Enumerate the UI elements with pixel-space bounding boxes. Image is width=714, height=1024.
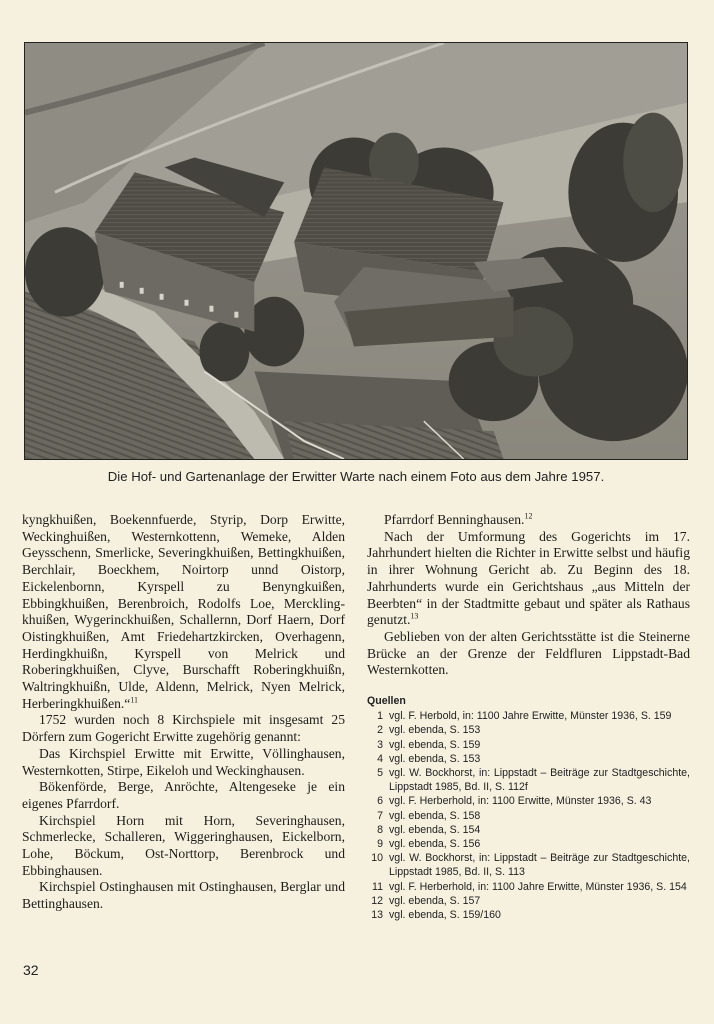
source-number: 10 bbox=[371, 852, 383, 865]
source-number: 6 bbox=[377, 795, 383, 808]
paragraph: 1752 wurden noch 8 Kirchspiele mit insgesamt 25 Dörfern zum Gogericht Erwitte zugehörig genannt: bbox=[22, 712, 345, 745]
source-entry bbox=[367, 880, 690, 894]
source-text: vgl. ebenda, S. 156 bbox=[389, 838, 481, 851]
source-text: vgl. ebenda, S. 159/160 bbox=[389, 909, 501, 922]
source-text: vgl. ebenda, S. 158 bbox=[389, 809, 481, 822]
source-number: 3 bbox=[377, 738, 383, 751]
footnote-ref: 12 bbox=[524, 511, 533, 521]
source-entry bbox=[367, 823, 690, 837]
paragraph: Pfarrdorf Benninghausen.$^{12}$ bbox=[384, 511, 533, 527]
source-entry bbox=[367, 752, 690, 766]
source-number: 2 bbox=[377, 724, 383, 737]
source-text: vgl. ebenda, S. 159 bbox=[389, 738, 481, 751]
source-number: 12 bbox=[371, 894, 383, 907]
source-number: 4 bbox=[377, 752, 383, 765]
paragraph: Kirchspiel Horn mit Horn, Severinghausen, Schmerlecke, Schalleren, Wiggeringhausen, Eickelborn, Lohe, Böckum, Ost-Norttorp, Berenbrock und Ebbinghausen. bbox=[22, 812, 345, 878]
source-text: vgl. F. Herbold, in: 1100 Jahre Erwitte, Münster 1936, S. 159 bbox=[389, 710, 672, 723]
source-text: vgl. ebenda, S. 157 bbox=[389, 894, 481, 907]
source-number: 9 bbox=[377, 838, 383, 851]
text-column-left bbox=[22, 512, 345, 913]
source-entry bbox=[367, 894, 690, 908]
source-number: 5 bbox=[377, 767, 383, 780]
footnote-ref: 13 bbox=[410, 611, 419, 621]
sources-list bbox=[367, 694, 690, 922]
source-entry bbox=[367, 837, 690, 851]
paragraph: Bökenförde, Berge, Anröchte, Altengeseke je ein eigenes Pfarrdorf. bbox=[22, 779, 345, 811]
source-entry bbox=[367, 709, 690, 723]
source-text: vgl. ebenda, S. 154 bbox=[389, 823, 481, 836]
source-text: vgl. W. Bockhorst, in: Lippstadt – Beiträge zur Stadtgeschichte, Lippstadt 1985, Bd. II, S. 113 bbox=[389, 852, 690, 879]
source-entry bbox=[367, 908, 690, 922]
source-entry bbox=[367, 766, 690, 794]
paragraph: Geblieben von der alten Gerichtsstätte ist die Steinerne Brücke an der Grenze der Feldfluren Lippstadt-Bad Westernkotten. bbox=[367, 628, 690, 678]
source-entry bbox=[367, 723, 690, 737]
source-text: vgl. ebenda, S. 153 bbox=[389, 724, 481, 737]
source-text: vgl. ebenda, S. 153 bbox=[389, 752, 481, 765]
farm-aerial-photo bbox=[24, 42, 688, 460]
source-number: 11 bbox=[372, 880, 383, 893]
source-number: 8 bbox=[377, 823, 383, 836]
figure-caption: Die Hof- und Gartenanlage der Erwitter Warte nach einem Foto aus dem Jahre 1957. bbox=[107, 469, 605, 484]
paragraph: Das Kirchspiel Erwitte mit Erwitte, Völlinghausen, Westernkotten, Stirpe, Eikeloh und Weckinghausen. bbox=[22, 745, 345, 778]
source-text: vgl. F. Herberhold, in: 1100 Jahre Erwitte, Münster 1936, S. 154 bbox=[389, 880, 687, 893]
source-number: 1 bbox=[377, 710, 383, 723]
paragraph: Kirchspiel Ostinghausen mit Ostinghausen, Berglar und Bettinghausen. bbox=[22, 879, 345, 912]
sources-heading: Quellen bbox=[367, 695, 406, 707]
source-number: 7 bbox=[377, 809, 383, 822]
text-column-right bbox=[367, 512, 690, 679]
farm-photo-illustration bbox=[25, 43, 687, 459]
source-text: vgl. W. Bockhorst, in: Lippstadt – Beiträge zur Stadtgeschichte, Lippstadt 1985, Bd. II, S. 112f bbox=[389, 767, 690, 794]
source-number: 13 bbox=[371, 909, 383, 922]
source-text: vgl. F. Herberhold, in: 1100 Erwitte, Münster 1936, S. 43 bbox=[389, 795, 652, 808]
paragraph-place-list: kyngkhuißen, Boekennfuerde, Styrip, Dorp Erwitte, Weckinghuißen, Westernkottenn, Wemeke, Alden Geysschenn, Smerlicke, Severingkhuißen, Bettingkhuißen, Berchlair, Boeckhem, Noirtorp unnd Oistorp, Eickelenbornn, Kyrspell zu Benyngkuißen, Ebbingkhuißen, Berenbroich, Rodolfs Loe, Mercklingkhuißen, Wygerinckhuißen, Schallernn, Dorf Haern, Dorf Oistingkhuißen, Amt Friedehartzkircken, Overhagenn, Herdingkhuißn, Kyrspell von Melrick und Roberingkhuißen, Clyve, Burschafft Roberingkhuißn, Waltringkhuißn, Ulde, Aldenn, Melrick, Nyen Melrick, Herberingkhuißen.“$^{11}$ bbox=[22, 512, 345, 711]
source-entry bbox=[367, 851, 690, 879]
footnote-ref: 11 bbox=[130, 695, 139, 705]
paragraph: Nach der Umformung des Gogerichts im 17. Jahrhundert hielten die Richter in Erwitte selbst und häufig in ihrer Wohnung Gericht ab. Zu Beginn des 18. Jahrhunderts wurde ein Gerichtshaus „aus Mitteln der Beerbten“ in der Stadtmitte gebaut und später als Rathaus genutzt.$^{13}$ bbox=[367, 528, 690, 628]
source-entry bbox=[367, 794, 690, 808]
page-number: 32 bbox=[23, 962, 39, 978]
source-entry bbox=[367, 738, 690, 752]
source-entry bbox=[367, 809, 690, 823]
